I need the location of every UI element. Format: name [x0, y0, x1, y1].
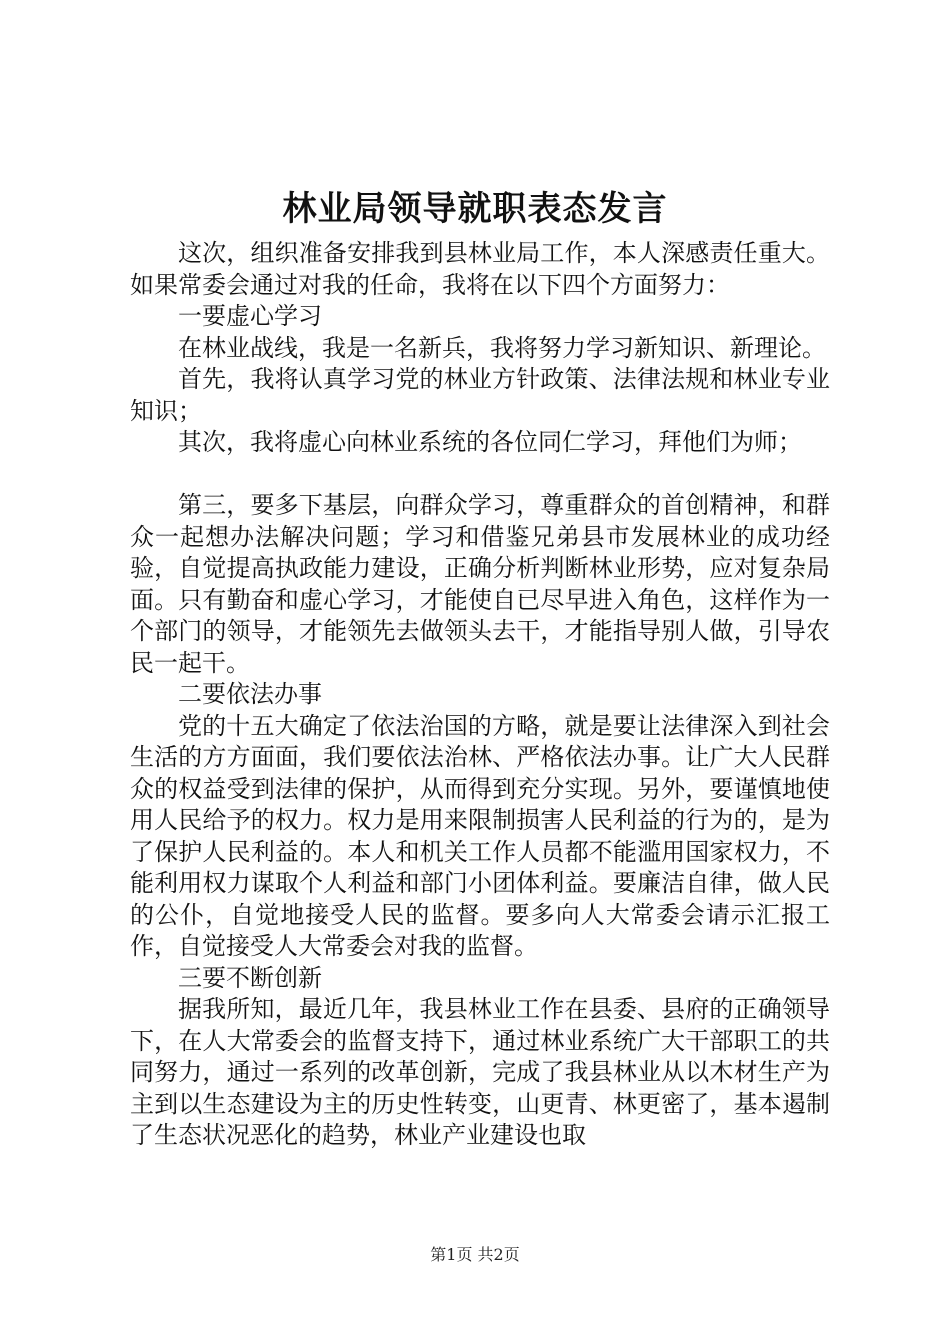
paragraph-law: 党的十五大确定了依法治国的方略，就是要让法律深入到社会生活的方方面面，我们要依法治林、严格依法办事。让广大人民群众的权益受到法律的保护，从而得到充分实现。另外，要谨慎地使用人民给予的权力。权力是用来限制损害人民利益的行为的，是为了保护人民利益的。本人和机关工作人员都不能滥用国家权力，不能利用权力谋取个人利益和部门小团体利益。要廉洁自律，做人民的公仆，自觉地接受人民的监督。要多向人大常委会请示汇报工作，自觉接受人大常委会对我的监督。 — [130, 711, 830, 960]
paragraph-third: 第三，要多下基层，向群众学习，尊重群众的首创精神，和群众一起想办法解决问题；学习和借鉴兄弟县市发展林业的成功经验，自觉提高执政能力建设，正确分析判断林业形势，应对复杂局面。只有勤奋和虚心学习，才能使自已尽早进入角色，这样作为一个部门的领导，才能领先去做领头去干，才能指导别人做，引导农民一起干。 — [130, 491, 830, 677]
paragraph-first: 首先，我将认真学习党的林业方针政策、法律法规和林业专业知识； — [130, 365, 830, 425]
document-title: 林业局领导就职表态发言 — [282, 189, 668, 229]
paragraph-second: 其次，我将虚心向林业系统的各位同仁学习，拜他们为师； — [178, 428, 802, 456]
section-heading-law: 二要依法办事 — [178, 680, 322, 708]
paragraph-innovation: 据我所知，最近几年，我县林业工作在县委、县府的正确领导下，在人大常委会的监督支持下，通过林业系统广大干部职工的共同努力，通过一系列的改革创新，完成了我县林业从以木材生产为主到以生态建设为主的历史性转变，山更青、林更密了，基本遏制了生态状况恶化的趋势，林业产业建设也取 — [130, 995, 830, 1149]
section-heading-innovation: 三要不断创新 — [178, 963, 322, 992]
paragraph-new-soldier: 在林业战线，我是一名新兵，我将努力学习新知识、新理论。 — [178, 333, 826, 362]
page-footer: 第1页 共2页 — [430, 1245, 520, 1264]
section-heading-study: 一要虚心学习 — [178, 302, 322, 330]
paragraph-intro: 这次，组织准备安排我到县林业局工作，本人深感责任重大。如果常委会通过对我的任命，我将在以下四个方面努力： — [130, 239, 830, 299]
document-body — [130, 238, 830, 1152]
